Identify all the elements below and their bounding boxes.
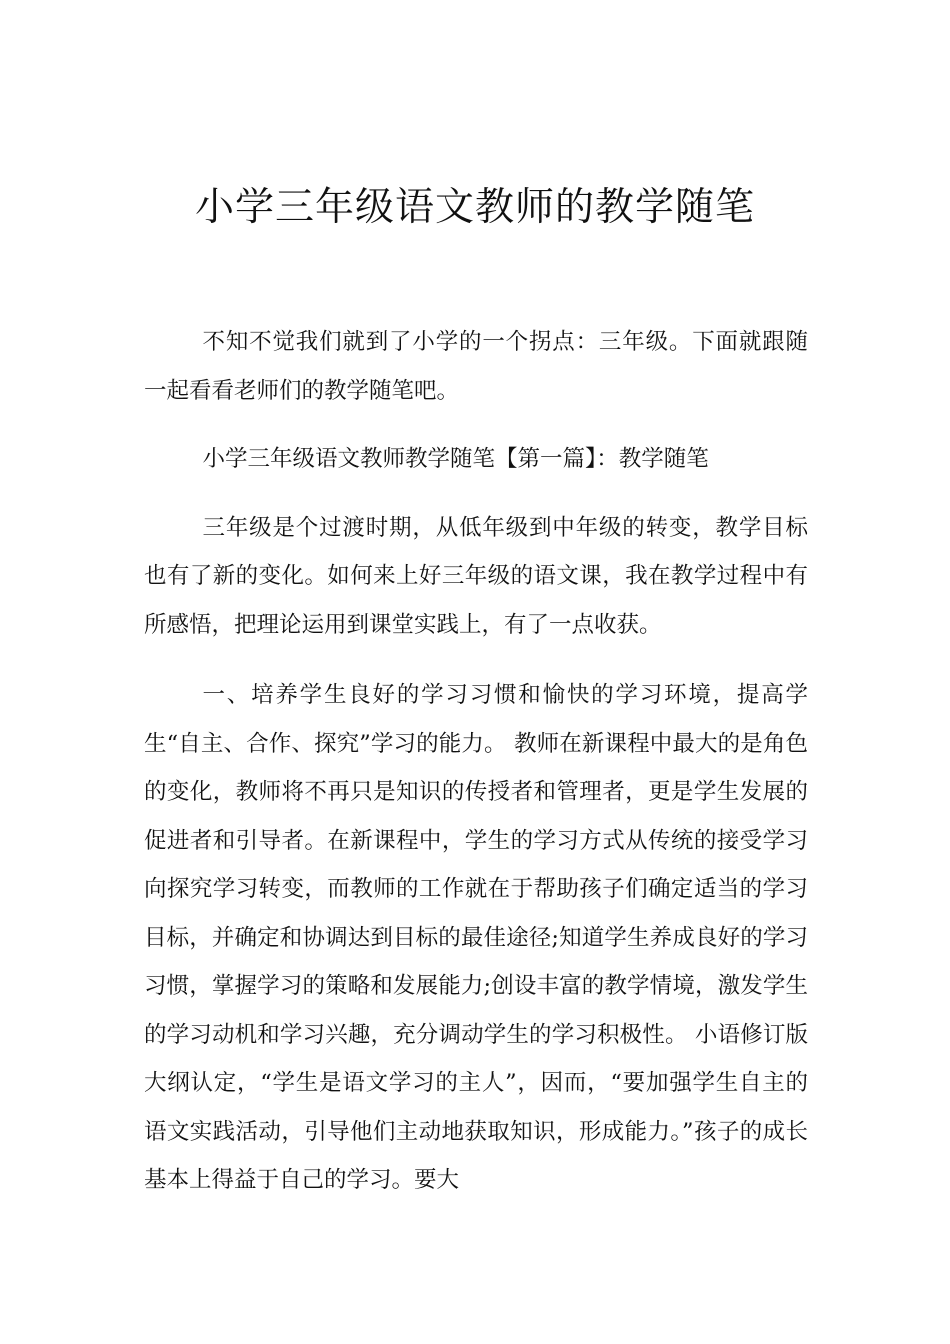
section-heading: 小学三年级语文教师教学随笔【第一篇】：教学随笔 — [202, 446, 709, 472]
body-paragraph: 三年级是个过渡时期，从低年级到中年级的转变，教学目标也有了新的变化。如何来上好三年级的语文课，我在教学过程中有所感悟，把理论运用到课堂实践上，有了一点收获。 — [144, 514, 808, 638]
body-paragraph: 一、培养学生良好的学习习惯和愉快的学习环境，提高学生“自主、合作、探究”学习的能力。 教师在新课程中最大的是角色的变化，教师将不再只是知识的传授者和管理者，更是学生发展的促进者和引导者。在新课程中，学生的学习方式从传统的接受学习向探究学习转变，而教师的工作就在于帮助孩子们确定适当的学习目标，并确定和协调达到目标的最佳途径;知道学生养成良好的学习习惯，掌握学习的策略和发展能力;创设丰富的教学情境，激发学生的学习动机和学习兴趣，充分调动学生的学习积极性。 小语修订版大纲认定，“学生是语文学习的主人”，因而，“要加强学生自主的语文实践活动，引导他们主动地获取知识，形成能力。”孩子的成长基本上得益于自己的学习。要大 — [144, 682, 808, 1193]
document-title: 小学三年级语文教师的教学随笔 — [194, 185, 755, 230]
document-body — [144, 318, 808, 1205]
intro-paragraph: 不知不觉我们就到了小学的一个拐点：三年级。下面就跟随一起看看老师们的教学随笔吧。 — [144, 329, 808, 404]
